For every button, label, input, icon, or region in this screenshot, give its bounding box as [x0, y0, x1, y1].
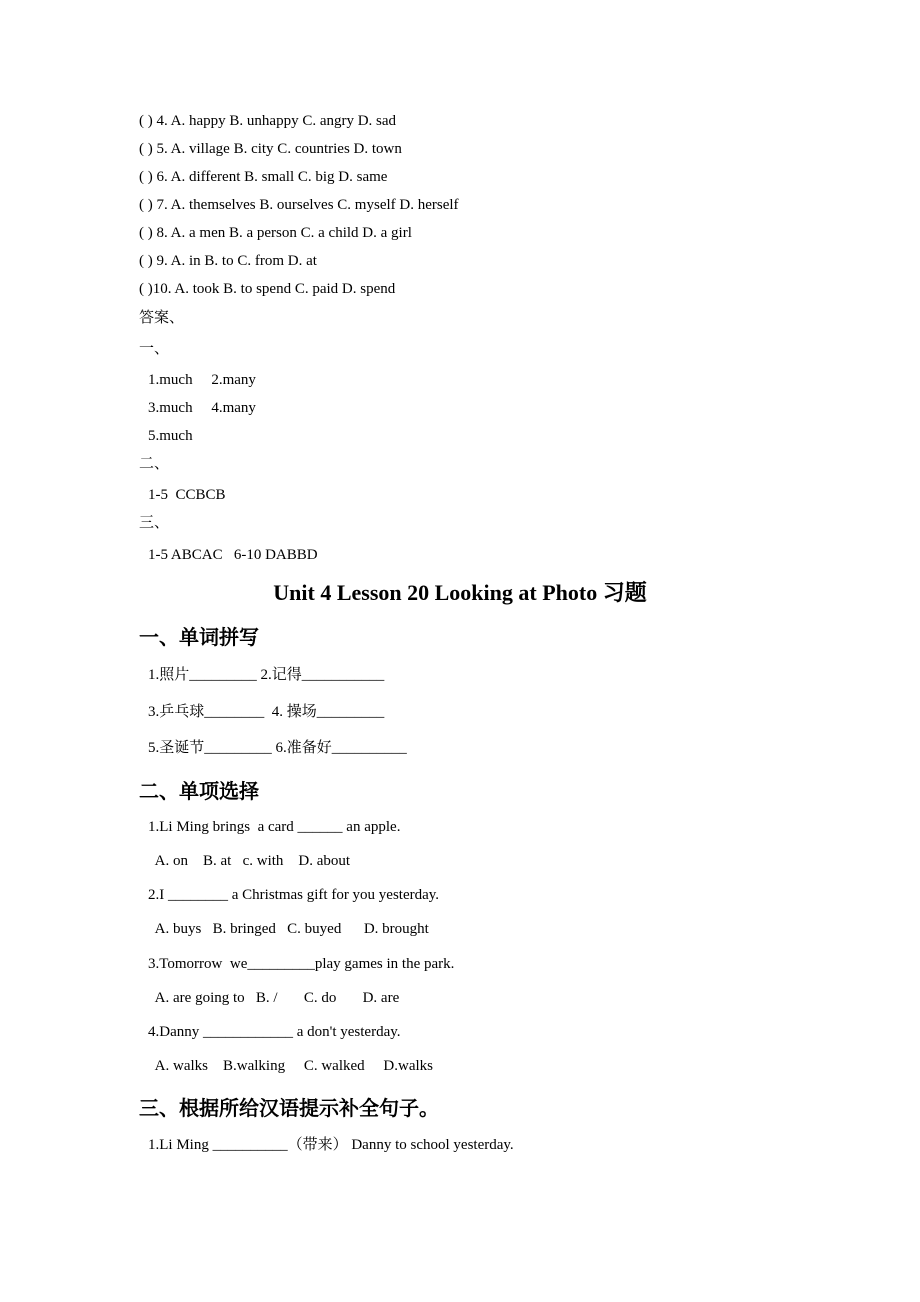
- answer-line: 1.much 2.many: [148, 372, 256, 388]
- exercise-line: 1.Li Ming __________（带来） Danny to school yesterday.: [148, 1137, 514, 1153]
- answer-section-label: 二、: [139, 456, 170, 472]
- exercise-line: 1.Li Ming brings a card ______ an apple.: [148, 819, 401, 835]
- question-line: ( ) 4. A. happy B. unhappy C. angry D. sad: [139, 113, 397, 129]
- answer-line: 1-5 CCBCB: [148, 487, 226, 503]
- question-line: ( ) 9. A. in B. to C. from D. at: [139, 253, 317, 269]
- answer-section-label: 三、: [139, 515, 170, 531]
- exercise-line: A. walks B.walking C. walked D.walks: [148, 1058, 433, 1074]
- section-heading: 三、根据所给汉语提示补全句子。: [139, 1096, 439, 1120]
- answer-line: 1-5 ABCAC 6-10 DABBD: [148, 547, 318, 563]
- answer-line: 3.much 4.many: [148, 400, 256, 416]
- exercise-line: 2.I ________ a Christmas gift for you yesterday.: [148, 887, 440, 903]
- answers-label: 答案、: [139, 310, 185, 326]
- question-line: ( ) 8. A. a men B. a person C. a child D. a girl: [139, 225, 412, 241]
- answer-line: 5.much: [148, 428, 193, 444]
- page-title: Unit 4 Lesson 20 Looking at Photo 习题: [273, 580, 647, 605]
- section-heading: 二、单项选择: [139, 779, 259, 803]
- question-line: ( ) 5. A. village B. city C. countries D. town: [139, 141, 402, 157]
- answer-section-label: 一、: [139, 341, 170, 357]
- exercise-line: A. are going to B. / C. do D. are: [148, 990, 400, 1006]
- exercise-line: 4.Danny ____________ a don't yesterday.: [148, 1024, 401, 1040]
- exercise-line: A. buys B. bringed C. buyed D. brought: [148, 921, 429, 937]
- question-line: ( ) 6. A. different B. small C. big D. same: [139, 169, 388, 185]
- exercise-line: 1.照片_________ 2.记得___________: [148, 667, 385, 683]
- section-heading: 一、单词拼写: [139, 625, 259, 649]
- exercise-line: A. on B. at c. with D. about: [148, 853, 351, 869]
- exercise-line: 3.Tomorrow we_________play games in the park.: [148, 956, 455, 972]
- question-line: ( ) 7. A. themselves B. ourselves C. myself D. herself: [139, 197, 459, 213]
- exercise-line: 5.圣诞节_________ 6.准备好__________: [148, 740, 407, 756]
- exercise-line: 3.乒乓球________ 4. 操场_________: [148, 704, 385, 720]
- question-line: ( )10. A. took B. to spend C. paid D. spend: [139, 281, 396, 297]
